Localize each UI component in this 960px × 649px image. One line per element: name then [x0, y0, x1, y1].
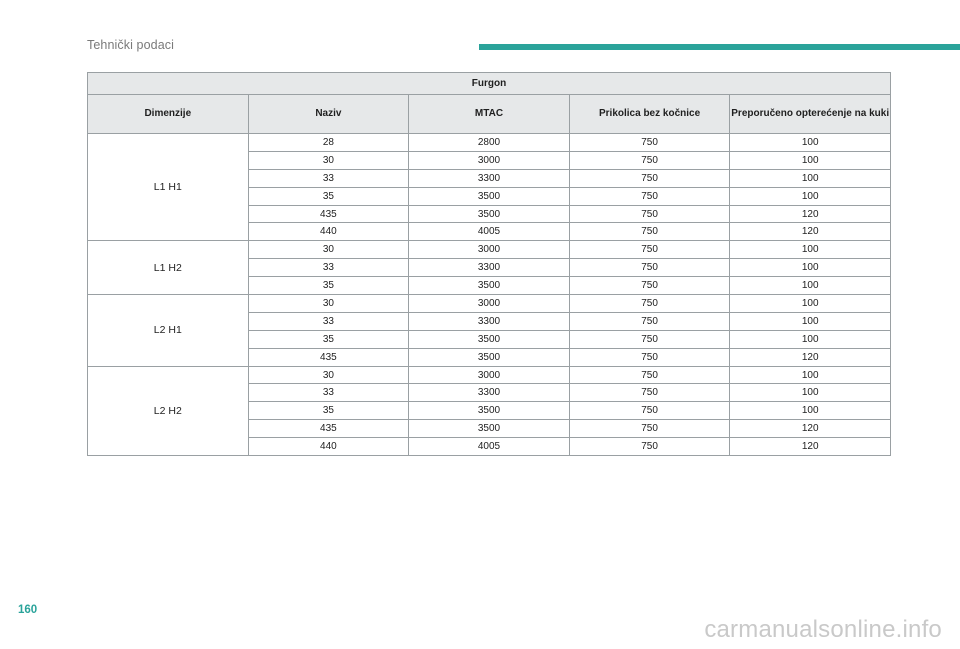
towing-spec-table [87, 72, 891, 456]
column-header-naziv: Naziv [248, 95, 409, 134]
prikolica-cell: 750 [569, 366, 730, 384]
opterecenje-cell: 100 [730, 259, 891, 277]
naziv-cell: 35 [248, 402, 409, 420]
prikolica-cell: 750 [569, 402, 730, 420]
opterecenje-cell: 100 [730, 366, 891, 384]
naziv-cell: 30 [248, 241, 409, 259]
opterecenje-cell: 120 [730, 223, 891, 241]
mtac-cell: 3500 [409, 205, 570, 223]
opterecenje-cell: 100 [730, 330, 891, 348]
mtac-cell: 4005 [409, 438, 570, 456]
mtac-cell: 3300 [409, 312, 570, 330]
column-header-mtac: MTAC [409, 95, 570, 134]
mtac-cell: 3300 [409, 169, 570, 187]
opterecenje-cell: 120 [730, 438, 891, 456]
prikolica-cell: 750 [569, 438, 730, 456]
mtac-cell: 3500 [409, 330, 570, 348]
naziv-cell: 35 [248, 277, 409, 295]
table-header [88, 73, 891, 134]
opterecenje-cell: 120 [730, 420, 891, 438]
naziv-cell: 435 [248, 348, 409, 366]
table-column-header-row [88, 95, 891, 134]
naziv-cell: 35 [248, 187, 409, 205]
opterecenje-cell: 100 [730, 277, 891, 295]
table-body [88, 134, 891, 456]
watermark-text: carmanualsonline.info [704, 616, 942, 643]
mtac-cell: 3500 [409, 348, 570, 366]
naziv-cell: 435 [248, 205, 409, 223]
prikolica-cell: 750 [569, 223, 730, 241]
naziv-cell: 33 [248, 169, 409, 187]
opterecenje-cell: 120 [730, 205, 891, 223]
opterecenje-cell: 100 [730, 295, 891, 313]
table-row [88, 366, 891, 384]
section-title: Tehnički podaci [87, 38, 174, 52]
prikolica-cell: 750 [569, 384, 730, 402]
prikolica-cell: 750 [569, 295, 730, 313]
prikolica-cell: 750 [569, 134, 730, 152]
table-row [88, 295, 891, 313]
naziv-cell: 30 [248, 366, 409, 384]
dimension-cell: L1 H1 [88, 134, 249, 241]
dimension-cell: L1 H2 [88, 241, 249, 295]
prikolica-cell: 750 [569, 420, 730, 438]
naziv-cell: 33 [248, 259, 409, 277]
table-row [88, 241, 891, 259]
prikolica-cell: 750 [569, 205, 730, 223]
naziv-cell: 435 [248, 420, 409, 438]
prikolica-cell: 750 [569, 169, 730, 187]
naziv-cell: 30 [248, 295, 409, 313]
column-header-opterecenje: Preporučeno opterećenje na kuki [730, 95, 891, 134]
mtac-cell: 3000 [409, 295, 570, 313]
prikolica-cell: 750 [569, 187, 730, 205]
naziv-cell: 30 [248, 151, 409, 169]
opterecenje-cell: 100 [730, 402, 891, 420]
naziv-cell: 33 [248, 312, 409, 330]
mtac-cell: 4005 [409, 223, 570, 241]
prikolica-cell: 750 [569, 151, 730, 169]
mtac-cell: 3500 [409, 187, 570, 205]
mtac-cell: 3000 [409, 366, 570, 384]
opterecenje-cell: 120 [730, 348, 891, 366]
column-header-dimenzije: Dimenzije [88, 95, 249, 134]
opterecenje-cell: 100 [730, 312, 891, 330]
mtac-cell: 3500 [409, 277, 570, 295]
opterecenje-cell: 100 [730, 151, 891, 169]
naziv-cell: 28 [248, 134, 409, 152]
table-row [88, 134, 891, 152]
naziv-cell: 440 [248, 223, 409, 241]
prikolica-cell: 750 [569, 330, 730, 348]
naziv-cell: 35 [248, 330, 409, 348]
mtac-cell: 3500 [409, 402, 570, 420]
header-accent-bar [479, 44, 960, 50]
opterecenje-cell: 100 [730, 384, 891, 402]
page-number: 160 [18, 604, 38, 616]
table-group-title: Furgon [88, 73, 891, 95]
dimension-cell: L2 H1 [88, 295, 249, 367]
prikolica-cell: 750 [569, 348, 730, 366]
mtac-cell: 3000 [409, 151, 570, 169]
mtac-cell: 3300 [409, 259, 570, 277]
prikolica-cell: 750 [569, 277, 730, 295]
mtac-cell: 3000 [409, 241, 570, 259]
prikolica-cell: 750 [569, 259, 730, 277]
table-group-header-row [88, 73, 891, 95]
opterecenje-cell: 100 [730, 134, 891, 152]
opterecenje-cell: 100 [730, 169, 891, 187]
prikolica-cell: 750 [569, 241, 730, 259]
column-header-prikolica: Prikolica bez kočnice [569, 95, 730, 134]
mtac-cell: 3500 [409, 420, 570, 438]
opterecenje-cell: 100 [730, 241, 891, 259]
opterecenje-cell: 100 [730, 187, 891, 205]
naziv-cell: 440 [248, 438, 409, 456]
mtac-cell: 3300 [409, 384, 570, 402]
prikolica-cell: 750 [569, 312, 730, 330]
naziv-cell: 33 [248, 384, 409, 402]
dimension-cell: L2 H2 [88, 366, 249, 455]
mtac-cell: 2800 [409, 134, 570, 152]
